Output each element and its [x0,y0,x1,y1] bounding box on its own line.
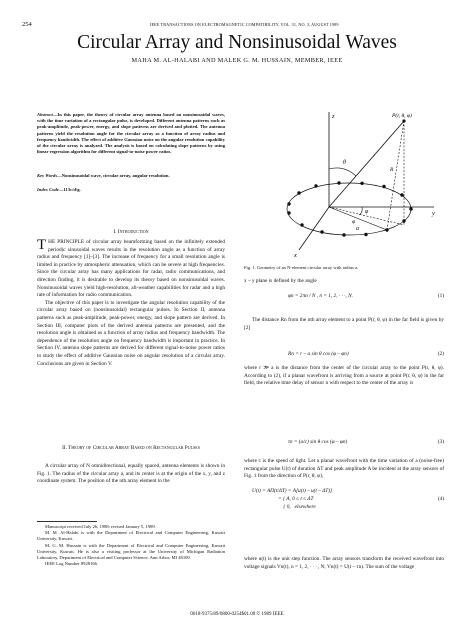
footnote-author-1: M. M. Al-Halabi is with the Department of Electrical and Computer Engineering, Kuwait University, Kuwait. [37,530,225,542]
copyright-line: 0018-9375/89/0800-0254$01.00 © 1989 IEEE [190,612,284,617]
array-element [297,191,300,194]
introduction-body [37,239,225,368]
array-element [382,185,385,188]
figure-caption: Fig. 1. Geometry of an N-element circular array with radius a. [244,265,359,270]
author-line: MAHA M. AL-HALABI AND MALEK G. M. HUSSAIN, MEMBER, IEEE [131,57,343,64]
index-code-text: —113c/d/g. [58,187,81,192]
key-words-label: Key Words [37,173,58,178]
array-element [337,181,340,184]
array-element [400,193,403,196]
array-elements [287,181,412,236]
abstract-label: Abstract [37,112,53,117]
equation-1-number: (1) [437,293,444,299]
key-words [37,173,225,179]
point-p-label: P(r, θ, φ) [392,113,412,119]
footnote-log-number: IEEE Log Number 8928166. [45,561,99,567]
figure-1-circular-array-geometry [244,107,444,262]
abstract [37,112,225,155]
footnotes [37,524,225,567]
right-paragraph-4: where c is the speed of light. Let a planar wavefront with the time variation of a (noise-free) rectangular pulse U(t) of duration ΔT and peak amplitude A be incident at the array sensors of Fig. 1 from the direction of P(r, θ, φ), [244,458,444,480]
array-element [364,233,367,236]
equation-1-body: φn = 2πn / N , n = 1, 2, · · ·, N. [288,293,353,299]
a-label: a [356,226,359,232]
key-words-text: —Nonsinusoidal wave, circular array, angular resolution. [57,173,170,178]
right-paragraph-1: x – y plane is defined by the angle [244,278,317,284]
paper-title: Circular Array and Nonsinusoidal Waves [77,32,397,53]
running-head: IEEE TRANSACTIONS ON ELECTROMAGNETIC COMPATIBILITY, VOL. 31, NO. 3, AUGUST 1989 [150,22,339,27]
array-element [287,211,290,214]
theta-arc [329,168,356,176]
rn-label: R [390,167,394,173]
abstract-text: —In this paper, the theory of circular array antenna based on nonsinusoidal waves, with the time variation of a rectangular pulse, is developed. Different antenna patterns such as peak-amplitude, peak-power, energy, and slope patterns are derived and plotted. The antenna patterns yield the resolution angle for the circular array as a function of array radius and frequency bandwidth. The effect of additive Gaussian noise on the angular resolution capability of the circular array is analyzed. The analysis is based on calculating slope patterns by using linear regression algorithm for different signal-to-noise power ratios. [37,112,225,155]
point-p [402,119,405,122]
index-code-label: Index Code [37,187,59,192]
array-element [320,230,323,233]
equation-4-number: (4) [437,496,444,502]
phin-label: φ [352,219,356,225]
y-label: y [432,210,435,217]
array-element [314,184,317,187]
footnote-received: Manuscript received July 26, 1988; revised January 5, 1989. [45,524,156,529]
phi-label: φ [365,209,369,215]
equation-4-line-1: U(t) = AΠ(t/ΔT) = A[u(t) – u(t – ΔT)] [252,488,333,494]
z-label: z [332,113,335,120]
x-label: x [294,252,297,259]
intro-paragraph-2: The objective of this paper is to investigate the angular resolution capability of the circular array based on (nonsinusoidal) rectangular pulses. In Section II, antenna patterns such as peak-amplitude, peak-power, energy, and slope pattern are derived. In Section III, computer plots of the derived antenna patterns are presented, and the resolution angle is obtained as a function of array radius and frequency bandwidth. The dependence of the resolution angle on frequency bandwidth is important in practice. In Section IV, antenna slope patterns are derived for different signal-to-noise power ratios to study the effect of additive Gaussian noise on angular resolution of a circular array. Conclusions are given in Section V. [37,299,225,367]
footnote-rule [37,521,97,522]
right-paragraph-2: The distance Rn from the nth array element to a point P(r, θ, φ) in the far field is given by [2] [244,317,444,331]
equation-2-body: Rn = r – a sin θ cos (φ – φn) [288,351,349,357]
array-circle [287,183,411,235]
array-element [409,207,412,210]
footnote-author-2: M. G. M. Hussain is with the Department of Electrical and Computer Engineering, Kuwait University, Kuwait. He is also a visiting professor at the University of Michigan Radiation Laboratory, Department of Electrical and Computer Science, Ann Arbor, MI 48109. [37,542,225,561]
section-heading-theory: II. Theory of Circular Array Based on Rectangular Pulses [62,445,200,451]
array-element [287,202,290,205]
right-paragraph-3: where r ≫ a is the distance from the center of the circular array to the point P(r, θ, φ). According to (2), if a planar wavefront is arriving from a source at point P(r, θ, φ) in the far field, the relative time delay of sensor n with respect to the center of the array is [244,365,444,387]
index-code [37,187,225,193]
array-element [360,182,363,185]
equation-4 [244,488,444,514]
array-element [342,233,345,236]
equation-4-line-3: { 0, elsewhere [278,504,316,510]
page-number: 254 [22,21,32,28]
equation-2-number: (2) [437,351,444,357]
x-axis [299,207,329,250]
array-element [300,223,303,226]
equation-3-body: τn = (a/c) sin θ cos (φ – φn) [288,439,348,445]
theory-paragraph-1: A circular array of N omnidirectional, equally spaced, antenna elements is shown in Fig. 1. The radius of the circular array a, and its center is at the origin of the x, y, and z coordinate system. The position of the nth array element in the [37,463,225,485]
drop-cap: T [37,237,47,253]
equation-4-line-2: = { A, 0 ≤ t ≤ ΔT [278,496,314,502]
right-paragraph-5: where u(t) is the unit step function. The array sensors transform the received wavefront into voltage signals Vn(t), n = 1, 2, · · ·, N; Vn(t) = U(t – τn). The sum of the voltage [244,556,444,570]
section-heading-introduction: I. Introduction [113,229,149,235]
equation-3-number: (3) [437,439,444,445]
phi-arc [359,207,362,215]
theta-label: θ [343,160,346,166]
intro-paragraph-1: HE PRINCIPLE of circular array beamforming based on the infinitely extended periodic sinusoidal waves results in the resolution angle as a function of array radius and frequency [1]–[3]. The increase of frequency for a small resolution angle is limited in practice by atmospheric attenuation, which can be severe at high frequencies. Since the circular array has many applications for radar, radio communications, and direction finding, it is desirable to develop its theory based on nonsinusoidal waves. Nonsinusoidal waves yield high-resolution, all-weather capabilities for radar and a high rate of information for radio communication. [37,239,225,299]
